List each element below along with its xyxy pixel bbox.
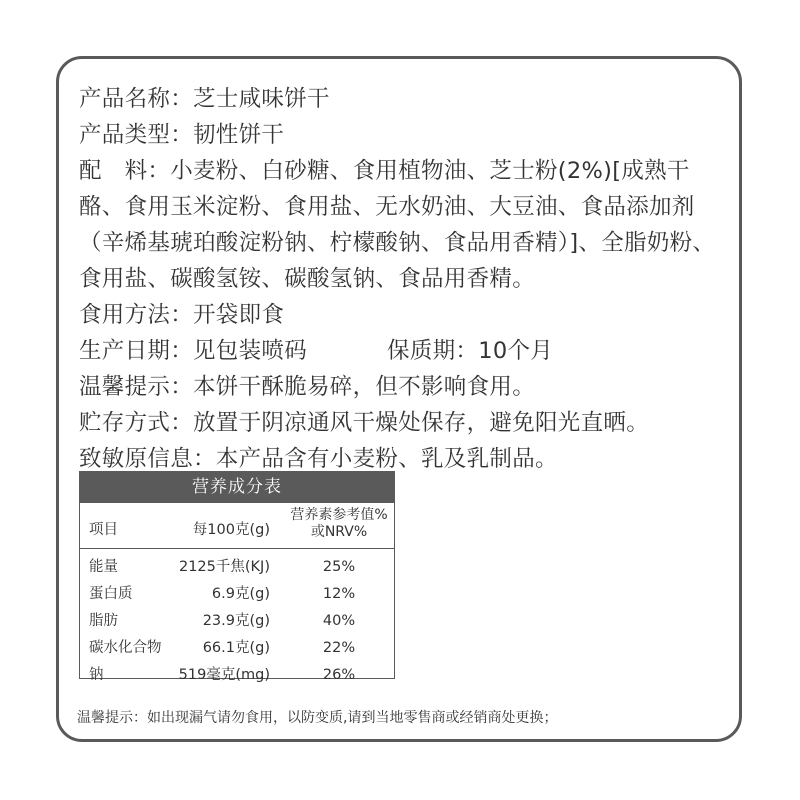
nutrient-nrv: 25% xyxy=(322,559,356,575)
footer-note: 温馨提示：如出现漏气请勿食用，以防变质,请到当地零售商或经销商处更换； xyxy=(77,710,558,726)
header-item: 项目 xyxy=(89,522,118,538)
nutrient-nrv: 26% xyxy=(322,667,356,683)
header-nrv-line1: 营养素参考值% xyxy=(290,507,388,523)
product-name: 产品名称：芝士咸味饼干 xyxy=(79,86,330,112)
ingredients: 配 料：小麦粉、白砂糖、食用植物油、芝士粉(2%)[成熟干酪、食用玉米淀粉、食用盐、无水奶油、大豆油、食品添加剂（辛烯基琥珀酸淀粉钠、柠檬酸钠、食品用香精）]、全脂奶粉、食用盐、碳酸氢铵、碳酸氢钠、食品用香精。 xyxy=(79,158,716,292)
usage: 食用方法：开袋即食 xyxy=(79,302,285,328)
nutrient-amount: 66.1克(g) xyxy=(202,640,270,656)
nutrition-title: 营养成分表 xyxy=(80,472,394,503)
nutrient-nrv: 40% xyxy=(322,613,356,629)
nutrition-table xyxy=(79,471,395,683)
table-row xyxy=(80,581,394,608)
table-row xyxy=(80,635,394,662)
nutrient-amount: 6.9克(g) xyxy=(211,586,270,602)
header-nrv-line2: 或NRV% xyxy=(310,524,368,540)
product-label-card xyxy=(56,56,742,742)
nutrient-nrv: 12% xyxy=(322,586,356,602)
allergen-info: 致敏原信息：本产品含有小麦粉、乳及乳制品。 xyxy=(79,446,558,472)
product-info xyxy=(79,81,727,477)
nutrition-header xyxy=(80,503,394,549)
nutrient-name: 能量 xyxy=(89,559,118,575)
production-date: 生产日期：见包装喷码 xyxy=(79,338,308,364)
table-row xyxy=(80,554,394,581)
tip: 温馨提示：本饼干酥脆易碎，但不影响食用。 xyxy=(79,374,536,400)
header-per-100g: 每100克(g) xyxy=(192,522,270,538)
product-type: 产品类型：韧性饼干 xyxy=(79,122,285,148)
header-nrv xyxy=(286,507,392,541)
storage: 贮存方式：放置于阴凉通风干燥处保存，避免阳光直晒。 xyxy=(79,410,650,436)
shelf-life: 保质期：10个月 xyxy=(387,338,554,364)
nutrient-name: 蛋白质 xyxy=(89,586,133,602)
table-row xyxy=(80,662,394,689)
nutrient-nrv: 22% xyxy=(322,640,356,656)
nutrient-name: 脂肪 xyxy=(89,613,118,629)
nutrient-amount: 23.9克(g) xyxy=(202,613,270,629)
nutrient-name: 碳水化合物 xyxy=(89,640,162,656)
nutrient-amount: 519毫克(mg) xyxy=(178,667,270,683)
nutrient-name: 钠 xyxy=(89,667,104,683)
dates-row xyxy=(79,333,727,369)
nutrition-body xyxy=(80,549,394,689)
nutrient-amount: 2125千焦(KJ) xyxy=(178,559,270,575)
table-row xyxy=(80,608,394,635)
